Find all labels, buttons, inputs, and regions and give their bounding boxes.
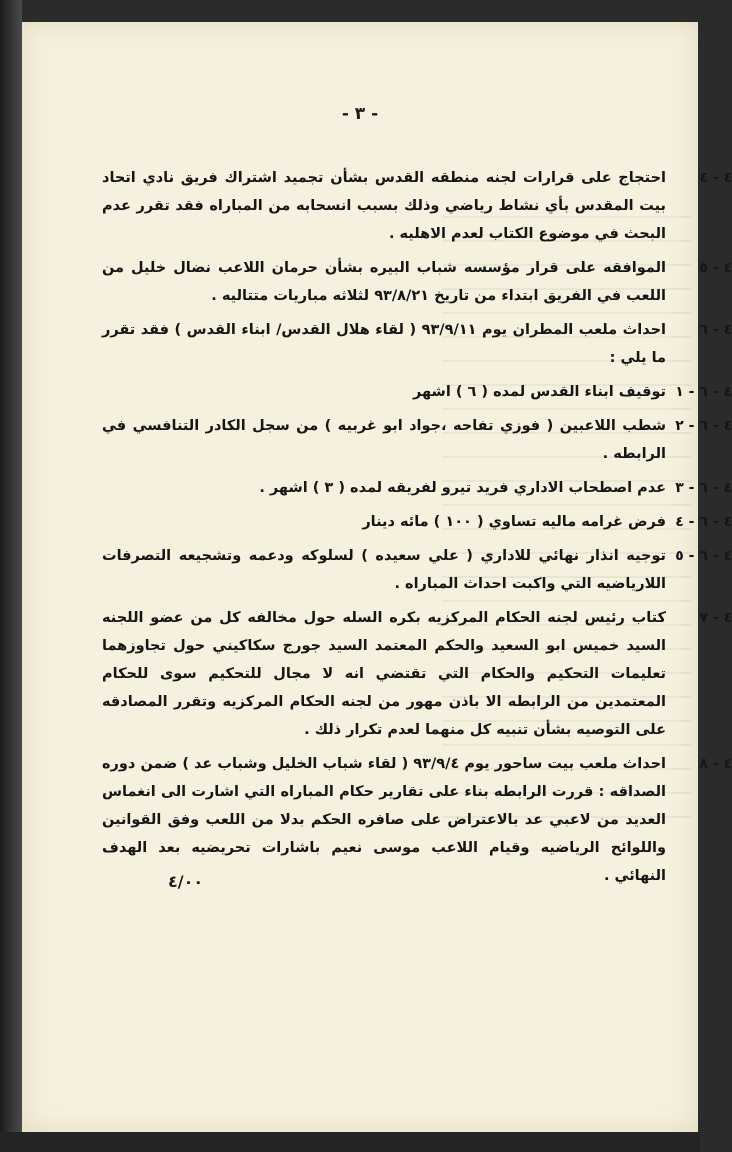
document-page (22, 22, 732, 1132)
list-item (102, 316, 732, 372)
list-item (102, 254, 732, 310)
item-number: ٤ - ٨ (699, 756, 732, 772)
item-number: ٤ - ٦ - ٣ (675, 480, 732, 496)
item-number: ٤ - ٥ (699, 260, 732, 276)
list-subitem (102, 412, 732, 468)
item-text: عدم اصطحاب الاداري فريد تيرو لفريقه لمده ( ٣ ) اشهر . (259, 480, 666, 496)
list-item (102, 164, 732, 248)
list-item (102, 604, 732, 744)
list-subitem (102, 474, 732, 502)
item-text: احداث ملعب بيت ساحور يوم ٩٣/٩/٤ ( لقاء شباب الخليل وشباب عد ) ضمن دوره الصداقه : قررت الرابطه بناء على تقارير حكام المباراه التي اشارت الى انغماس العديد من لاعبي عد بالاعتراض على صافره الحكم بدلا من اللعب وفق القوانين واللوائح الرياضيه وقيام اللاعب موسى نعيم باشارات تحريضيه بعد الهدف النهائي . (102, 756, 666, 884)
list-subitem (102, 378, 732, 406)
item-number: ٤ - ٧ (699, 610, 732, 626)
item-text: فرض غرامه ماليه تساوي ( ١٠٠ ) مائه دينار (362, 514, 666, 530)
binding-edge (0, 0, 22, 1152)
item-text: كتاب رئيس لجنه الحكام المركزيه بكره السله حول مخالفه كل من عضو اللجنه السيد خميس ابو السعيد والحكم المعتمد السيد جورج سكاكيني حول تجاوزهما تعليمات التحكيم والحكام التي تقتضي انه لا مجال للتحكيم سوى للحكام المعتمدين من الرابطه الا باذن مهور من لجنه الحكام المركزيه وتقرر المصادقه على التوصيه بشأن تنبيه كل منهما لعدم تكرار ذلك . (102, 610, 666, 738)
item-text: توجيه انذار نهائي للاداري ( علي سعيده ) لسلوكه ودعمه وتشجيعه التصرفات اللارياضيه التي واكبت احداث المباراه . (102, 548, 666, 592)
item-number: ٤ - ٦ - ١ (675, 384, 732, 400)
item-text: احتجاج على قرارات لجنه منطقه القدس بشأن تجميد اشتراك فريق نادي اتحاد بيت المقدس بأي نشاط رياضي وذلك بسبب انسحابه من المباراه فقد تقرر عدم البحث في موضوع الكتاب لعدم الاهليه . (102, 170, 666, 242)
item-number: ٤ - ٦ - ٥ (675, 548, 732, 564)
item-text: الموافقه على قرار مؤسسه شباب البيره بشأن حرمان اللاعب نضال خليل من اللعب في الفريق ابتداء من تاريخ ٩٣/٨/٢١ لثلاثه مباريات متتاليه . (102, 260, 666, 304)
list-item (102, 750, 732, 890)
list-subitem (102, 508, 732, 536)
item-text: احداث ملعب المطران يوم ٩٣/٩/١١ ( لقاء هلال القدس/ ابناء القدس ) فقد تقرر ما يلي : (102, 322, 666, 366)
continuation-mark: ٤/٠٠ (168, 872, 204, 891)
decisions-list (102, 164, 732, 896)
page-number: - ٣ - (341, 104, 379, 124)
item-number: ٤ - ٦ - ٢ (675, 418, 732, 434)
scan-border (0, 1132, 700, 1152)
item-text: شطب اللاعبين ( فوزي تفاحه ،جواد ابو غربيه ) من سجل الكادر التنافسي في الرابطه . (102, 418, 666, 462)
item-number: ٤ - ٦ - ٤ (675, 514, 732, 530)
item-number: ٤ - ٦ (699, 322, 732, 338)
item-number: ٤ - ٤ (699, 170, 732, 186)
list-subitem (102, 542, 732, 598)
item-text: توقيف ابناء القدس لمده ( ٦ ) اشهر (412, 384, 666, 400)
